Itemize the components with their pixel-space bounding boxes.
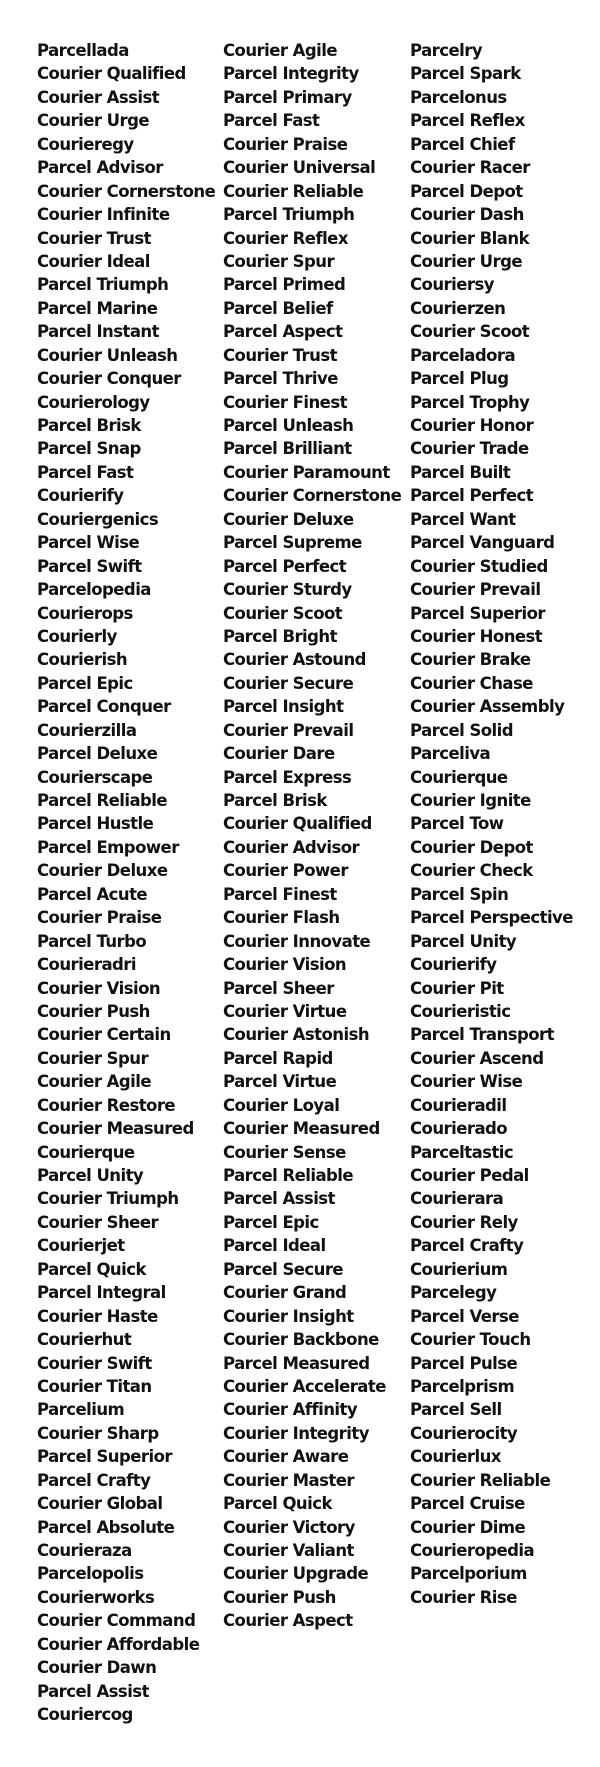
list-item: Parcel Depot (410, 181, 523, 201)
list-item: Courier Valiant (223, 1541, 354, 1560)
list-item: Parcelopedia (37, 580, 151, 600)
list-item: Courier Titan (37, 1376, 152, 1396)
list-item: Courier Trust (37, 228, 151, 248)
list-item: Courier Integrity (223, 1423, 369, 1443)
list-item: Courier Astound (223, 650, 366, 670)
list-item: Parcel Marine (37, 298, 158, 318)
list-item: Courieropedia (410, 1541, 535, 1560)
list-item: Courier Reliable (223, 181, 364, 201)
list-item: Courier Secure (223, 673, 354, 693)
list-item: Courier Power (223, 861, 348, 881)
list-item: Courier Brake (410, 650, 531, 670)
list-item: Courier Push (223, 1587, 336, 1607)
list-item: Courier Reliable (410, 1470, 551, 1490)
list-item: Courier Agile (223, 41, 337, 60)
list-item: Parcel Unleash (223, 416, 354, 435)
name-column-3 (410, 39, 573, 1609)
list-item: Parcel Integral (37, 1283, 166, 1303)
list-item: Courier Upgrade (223, 1564, 369, 1584)
list-item: Courier Unleash (37, 345, 178, 365)
list-item: Parcel Unity (410, 931, 517, 951)
list-item: Parcel Superior (410, 603, 545, 623)
list-item: Courier Backbone (223, 1330, 379, 1350)
list-item: Parcel Turbo (37, 931, 147, 951)
list-item: Courier Certain (37, 1025, 171, 1045)
list-item: Parcel Deluxe (37, 744, 158, 764)
list-item: Courier Deluxe (223, 509, 354, 529)
list-item: Courierium (410, 1259, 508, 1279)
list-item: Courierscape (37, 767, 153, 787)
list-item: Parcel Reliable (223, 1166, 354, 1185)
list-item: Parcel Virtue (223, 1072, 337, 1092)
list-item: Courier Honest (410, 626, 543, 646)
list-item: Parcel Reflex (410, 111, 525, 131)
list-item: Parcel Express (223, 767, 352, 787)
list-item: Courier Cornerstone (37, 181, 216, 201)
list-item: Parcel Epic (37, 673, 133, 693)
list-item: Parcelporium (410, 1564, 527, 1584)
list-item: Courier Aware (223, 1447, 349, 1467)
list-item: Courier Dime (410, 1517, 526, 1537)
list-item: Courier Vision (37, 978, 161, 998)
list-item: Courierlux (410, 1447, 501, 1467)
list-item: Courier Finest (223, 392, 347, 412)
list-item: Parcelegy (410, 1283, 497, 1303)
list-item: Parcel Spin (410, 884, 509, 904)
list-item: Parcel Crafty (410, 1236, 524, 1256)
list-item: Parcel Plug (410, 369, 509, 389)
list-item: Courier Rely (410, 1212, 518, 1232)
list-item: Courierzilla (37, 720, 137, 740)
list-item: Courieraza (37, 1541, 132, 1560)
list-item: Courierology (37, 392, 150, 412)
list-item: Parcel Superior (37, 1447, 172, 1467)
list-item: Parcelonus (410, 87, 507, 107)
list-item: Courierjet (37, 1236, 125, 1256)
list-item: Courier Reflex (223, 228, 348, 248)
list-item: Courier Urge (37, 111, 149, 131)
list-item: Parcel Perfect (410, 486, 534, 506)
list-item: Courier Astonish (223, 1025, 370, 1045)
list-item: Courierque (410, 767, 508, 787)
list-item: Courier Push (37, 1001, 150, 1021)
list-item: Parcel Tow (410, 814, 504, 834)
list-item: Courier Prevail (410, 580, 541, 600)
list-item: Courieradri (37, 955, 137, 975)
list-item: Courier Chase (410, 673, 533, 693)
list-item: Courier Grand (223, 1283, 347, 1303)
list-item: Courier Affinity (223, 1400, 358, 1420)
list-item: Courier Qualified (37, 64, 186, 84)
list-item: Parcel Brisk (223, 791, 327, 810)
list-item: Courier Pit (410, 978, 504, 998)
list-item: Parcel Brilliant (223, 439, 352, 459)
list-item: Parcel Assist (37, 1681, 149, 1701)
list-item: Courier Ignite (410, 791, 531, 810)
list-item: Parcel Sell (410, 1400, 502, 1420)
list-item: Parcel Bright (223, 626, 337, 646)
list-item: Courierque (37, 1142, 135, 1162)
list-item: Parcel Rapid (223, 1048, 333, 1068)
list-item: Courierhut (37, 1330, 132, 1350)
list-item: Courierish (37, 650, 128, 670)
list-item: Parcel Aspect (223, 322, 343, 342)
list-item: Courier Urge (410, 251, 522, 271)
list-item: Courier Conquer (37, 369, 181, 389)
list-item: Parcel Crafty (37, 1470, 151, 1490)
list-item: Courierworks (37, 1587, 155, 1607)
list-item: Parcel Hustle (37, 814, 154, 834)
list-item: Courier Scoot (410, 322, 530, 342)
list-item: Parcel Built (410, 462, 511, 482)
list-item: Courierzen (410, 298, 506, 318)
name-column-2 (223, 39, 401, 1633)
list-item: Courieradil (410, 1095, 507, 1115)
list-item: Courier Depot (410, 837, 533, 857)
list-item: Parcel Wise (37, 533, 140, 553)
list-item: Parceliva (410, 744, 491, 764)
list-item: Courier Scoot (223, 603, 343, 623)
list-item: Parcel Solid (410, 720, 514, 740)
list-item: Parcelium (37, 1400, 125, 1420)
list-item: Courier Command (37, 1611, 196, 1631)
list-item: Courierado (410, 1119, 508, 1139)
name-column-1 (37, 39, 215, 1727)
list-item: Courier Deluxe (37, 861, 168, 881)
list-item: Courier Prevail (223, 720, 354, 740)
list-item: Parcel Triumph (37, 275, 169, 295)
list-item: Courier Insight (223, 1306, 354, 1326)
list-item: Courieristic (410, 1001, 511, 1021)
list-item: Courier Agile (37, 1072, 151, 1092)
list-item: Courier Ideal (37, 251, 150, 271)
list-item: Courier Swift (37, 1353, 152, 1373)
list-item: Parcel Want (410, 509, 516, 529)
list-item: Parcellada (37, 41, 129, 60)
list-item: Courier Spur (223, 251, 335, 271)
list-item: Parcel Primary (223, 87, 352, 107)
list-item: Courier Cornerstone (223, 486, 402, 506)
list-item: Parcel Reliable (37, 791, 168, 810)
list-item: Parcel Empower (37, 837, 179, 857)
list-item: Courier Measured (37, 1119, 194, 1139)
list-item: Parcel Verse (410, 1306, 519, 1326)
list-item: Courier Victory (223, 1517, 355, 1537)
list-item: Courier Infinite (37, 205, 170, 225)
list-item: Courier Sturdy (223, 580, 352, 600)
list-item: Courier Advisor (223, 837, 360, 857)
list-item: Parcel Vanguard (410, 533, 555, 553)
list-item: Parcel Instant (37, 322, 159, 342)
name-list-columns (37, 39, 597, 1759)
list-item: Parcel Conquer (37, 697, 171, 717)
list-item: Parcelprism (410, 1376, 515, 1396)
list-item: Parcel Snap (37, 439, 141, 459)
list-item: Courier Ascend (410, 1048, 544, 1068)
list-item: Parcel Absolute (37, 1517, 175, 1537)
list-item: Courier Spur (37, 1048, 149, 1068)
list-item: Parcel Belief (223, 298, 333, 318)
list-item: Parcel Cruise (410, 1494, 525, 1514)
list-item: Courier Trade (410, 439, 529, 459)
list-item: Parcel Pulse (410, 1353, 518, 1373)
list-item: Courier Accelerate (223, 1376, 386, 1396)
list-item: Parcel Trophy (410, 392, 530, 412)
list-item: Courierops (37, 603, 133, 623)
list-item: Parceladora (410, 345, 516, 365)
list-item: Parcel Transport (410, 1025, 554, 1045)
list-item: Courier Blank (410, 228, 529, 248)
list-item: Courier Vision (223, 955, 347, 975)
list-item: Courier Triumph (37, 1189, 179, 1209)
list-item: Courier Sheer (37, 1212, 159, 1232)
list-item: Parcel Measured (223, 1353, 370, 1373)
list-item: Parcel Advisor (37, 158, 163, 178)
list-item: Courier Praise (37, 908, 162, 928)
list-item: Courier Virtue (223, 1001, 347, 1021)
list-item: Parcel Perspective (410, 908, 573, 928)
list-item: Courier Praise (223, 134, 348, 154)
list-item: Courier Haste (37, 1306, 158, 1326)
list-item: Parcel Quick (37, 1259, 146, 1279)
list-item: Couriersy (410, 275, 494, 295)
list-item: Courierify (37, 486, 124, 506)
list-item: Parcel Triumph (223, 205, 355, 225)
list-item: Parcel Thrive (223, 369, 338, 389)
list-item: Parcel Swift (37, 556, 142, 576)
list-item: Parcelopolis (37, 1564, 144, 1584)
list-item: Courier Touch (410, 1330, 531, 1350)
list-item: Parcel Perfect (223, 556, 347, 576)
list-item: Parceltastic (410, 1142, 514, 1162)
list-item: Courier Honor (410, 416, 534, 435)
list-item: Parcel Integrity (223, 64, 359, 84)
list-item: Courier Aspect (223, 1611, 353, 1631)
list-item: Courier Paramount (223, 462, 390, 482)
list-item: Courier Wise (410, 1072, 523, 1092)
list-item: Courier Global (37, 1494, 163, 1514)
list-item: Courier Dash (410, 205, 524, 225)
list-item: Courier Universal (223, 158, 376, 178)
list-item: Courier Measured (223, 1119, 380, 1139)
list-item: Courier Racer (410, 158, 530, 178)
list-item: Courier Master (223, 1470, 354, 1490)
list-item: Courier Affordable (37, 1634, 200, 1654)
list-item: Courier Assist (37, 87, 160, 107)
list-item: Parcel Assist (223, 1189, 335, 1209)
list-item: Parcel Quick (223, 1494, 332, 1514)
list-item: Parcel Brisk (37, 416, 141, 435)
list-item: Parcel Secure (223, 1259, 344, 1279)
list-item: Courier Dawn (37, 1658, 157, 1678)
list-item: Parcel Primed (223, 275, 346, 295)
list-item: Courier Sense (223, 1142, 346, 1162)
list-item: Courier Qualified (223, 814, 372, 834)
list-item: Parcelry (410, 41, 483, 60)
list-item: Courierly (37, 626, 117, 646)
list-item: Courierocity (410, 1423, 518, 1443)
list-item: Courierara (410, 1189, 504, 1209)
list-item: Courier Studied (410, 556, 548, 576)
list-item: Parcel Ideal (223, 1236, 326, 1256)
list-item: Courier Rise (410, 1587, 517, 1607)
list-item: Courier Loyal (223, 1095, 340, 1115)
list-item: Parcel Spark (410, 64, 521, 84)
list-item: Couriergenics (37, 509, 159, 529)
list-item: Parcel Finest (223, 884, 337, 904)
list-item: Courier Flash (223, 908, 340, 928)
list-item: Courier Innovate (223, 931, 371, 951)
list-item: Courier Trust (223, 345, 337, 365)
list-item: Parcel Unity (37, 1166, 144, 1185)
list-item: Courier Restore (37, 1095, 176, 1115)
list-item: Courierify (410, 955, 497, 975)
list-item: Courier Dare (223, 744, 335, 764)
list-item: Parcel Sheer (223, 978, 334, 998)
list-item: Courier Pedal (410, 1166, 529, 1185)
list-item: Parcel Epic (223, 1212, 319, 1232)
list-item: Couriercog (37, 1705, 133, 1725)
list-item: Parcel Insight (223, 697, 344, 717)
list-item: Courieregy (37, 134, 134, 154)
list-item: Courier Sharp (37, 1423, 159, 1443)
list-item: Parcel Fast (223, 111, 320, 131)
list-item: Parcel Acute (37, 884, 148, 904)
list-item: Parcel Supreme (223, 533, 362, 553)
list-item: Courier Check (410, 861, 533, 881)
list-item: Parcel Chief (410, 134, 515, 154)
list-item: Courier Assembly (410, 697, 565, 717)
list-item: Parcel Fast (37, 462, 134, 482)
